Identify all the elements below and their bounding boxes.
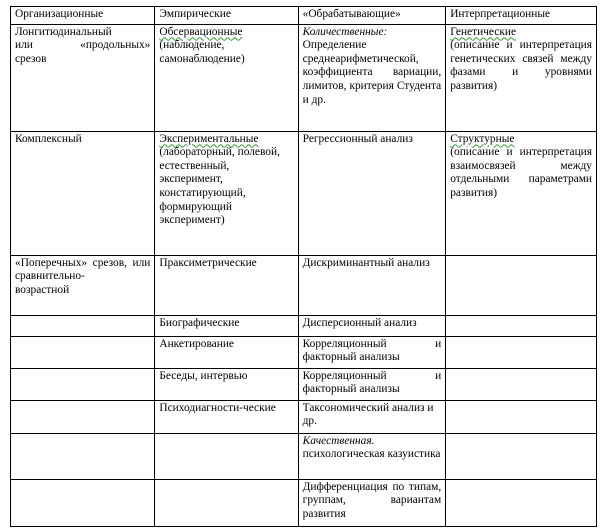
methods-classification-table	[10, 6, 597, 527]
cell-organizational	[11, 479, 155, 526]
cell-processing	[298, 336, 446, 368]
cell-interpretational	[446, 433, 597, 479]
cell-empirical: Психодиагности-ческие	[155, 400, 298, 433]
cell-interpretational	[446, 479, 597, 526]
cell-processing	[298, 368, 446, 400]
cell-empirical: Беседы, интервью	[155, 368, 298, 400]
cell-empirical: Анкетирование	[155, 336, 298, 368]
cell-line: возрастной	[15, 283, 70, 296]
cell-interpretational	[446, 368, 597, 400]
cell-empirical	[155, 24, 298, 131]
cell-interpretational	[446, 255, 597, 315]
processing-details: Корреляционный и факторный анализы	[302, 369, 442, 396]
interpretation-name: Структурные	[450, 132, 515, 145]
table-row	[11, 479, 597, 526]
header-empirical: Эмпирические	[155, 7, 298, 25]
cell-interpretational	[446, 131, 597, 255]
header-interpretational: Интерпретационные	[446, 7, 597, 25]
cell-organizational	[11, 400, 155, 433]
method-details: (наблюдение, самонаблюдение)	[159, 39, 245, 65]
interpretation-details: (описание и интерпретация генетических связей между фазами и уровнями развития)	[450, 39, 592, 92]
method-details: (лабораторный, полевой, естественный, эксперимент, констатирующий, формирующий эксперимент)	[159, 146, 280, 227]
processing-details: Корреляционный и факторный анализы	[302, 337, 442, 364]
cell-processing: Таксономический анализ и др.	[298, 400, 446, 433]
interpretation-details: (описание и интерпретация взаимосвязей между отдельными параметрами развития)	[450, 146, 592, 199]
header-processing: «Обрабатывающие»	[298, 7, 446, 25]
processing-details: психологическая казуистика	[302, 448, 441, 461]
header-organizational: Организационные	[11, 7, 155, 25]
cell-empirical	[155, 479, 298, 526]
table-row	[11, 255, 597, 315]
cell-line: срезов	[15, 52, 47, 65]
cell-line: или «продольных»	[15, 39, 151, 52]
cell-processing	[298, 479, 446, 526]
cell-processing: Дисперсионный анализ	[298, 315, 446, 336]
processing-details: Определение среднеарифметической, коэффициента вариации, лимитов, критерия Студента и др.	[302, 39, 442, 106]
cell-line: Лонгитюдинальный	[15, 25, 112, 38]
cell-organizational	[11, 24, 155, 131]
cell-organizational	[11, 255, 155, 315]
cell-organizational	[11, 131, 155, 255]
table-row	[11, 368, 597, 400]
table-header-row	[11, 7, 597, 25]
cell-line: «Поперечных» срезов, или	[15, 256, 151, 269]
cell-processing: Дискриминантный анализ	[298, 255, 446, 315]
cell-empirical: Биографические	[155, 315, 298, 336]
cell-empirical	[155, 131, 298, 255]
cell-interpretational	[446, 400, 597, 433]
method-name: Экспериментальные	[159, 132, 259, 145]
cell-interpretational	[446, 24, 597, 131]
cell-organizational	[11, 315, 155, 336]
method-name: Обсервационные	[159, 25, 243, 38]
cell-organizational	[11, 336, 155, 368]
processing-category: Количественные:	[302, 25, 388, 38]
cell-organizational	[11, 433, 155, 479]
cell-line: сравнительно-	[15, 270, 85, 283]
processing-details: Дифференциация по типам, группам, вариантам развития	[302, 480, 442, 520]
cell-empirical	[155, 433, 298, 479]
cell-interpretational	[446, 336, 597, 368]
table-row	[11, 400, 597, 433]
cell-empirical: Праксиметрические	[155, 255, 298, 315]
table-row	[11, 315, 597, 336]
cell-processing: Регрессионный анализ	[298, 131, 446, 255]
processing-category: Качественная.	[302, 434, 375, 447]
methods-table-page	[10, 6, 597, 527]
table-row	[11, 336, 597, 368]
cell-line: Комплексный	[15, 132, 82, 145]
table-row	[11, 131, 597, 255]
cell-organizational	[11, 368, 155, 400]
cell-interpretational	[446, 315, 597, 336]
cell-processing	[298, 24, 446, 131]
interpretation-name: Генетические	[450, 25, 517, 38]
cell-processing	[298, 433, 446, 479]
table-row	[11, 24, 597, 131]
table-row	[11, 433, 597, 479]
